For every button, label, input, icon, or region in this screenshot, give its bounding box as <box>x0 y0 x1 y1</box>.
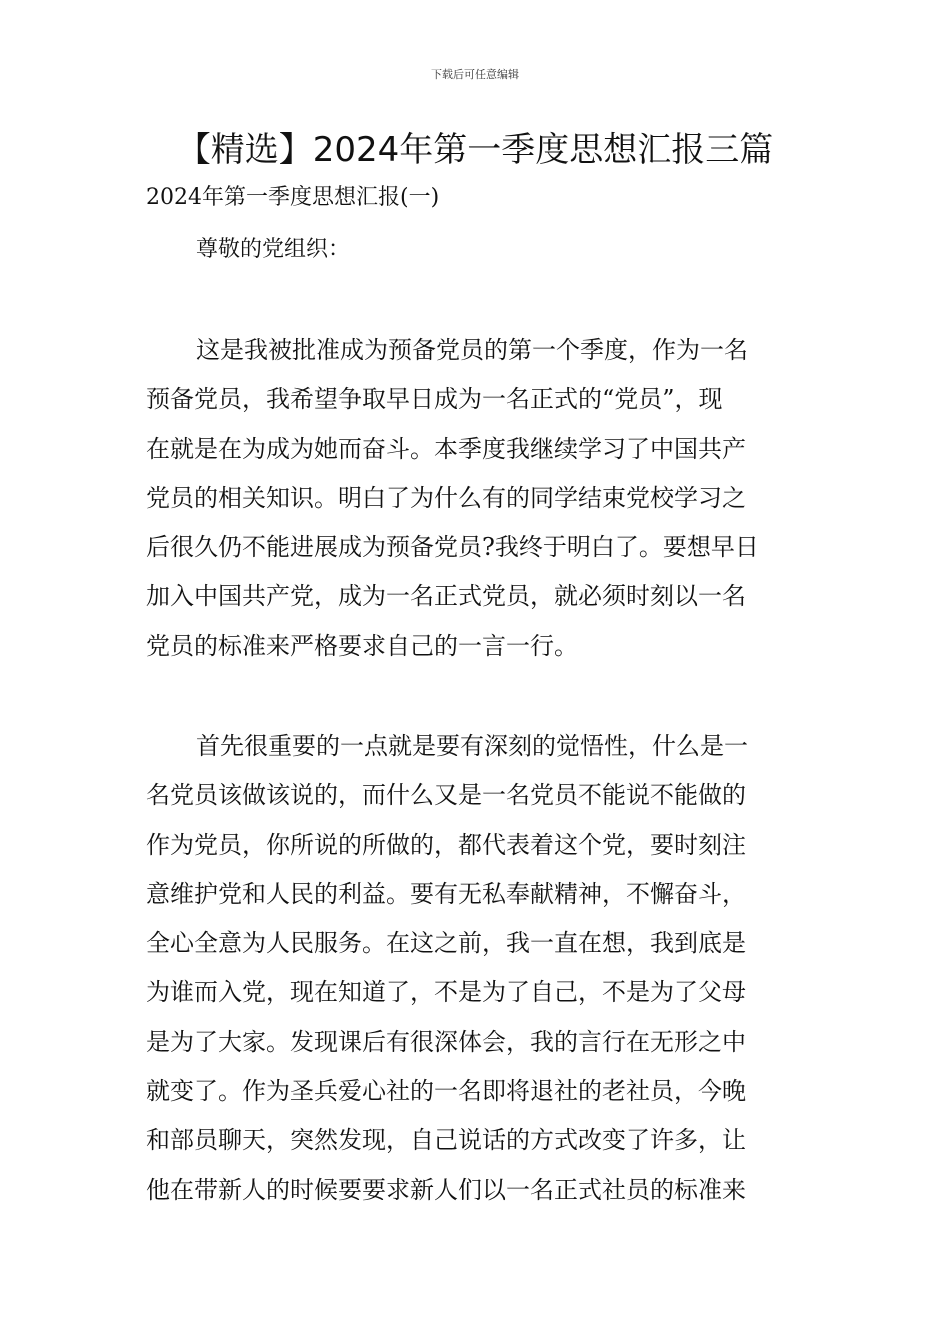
paragraph-line: 在就是在为成为她而奋斗。本季度我继续学习了中国共产 <box>146 434 746 463</box>
greeting: 尊敬的党组织： <box>196 237 351 262</box>
paragraph-line: 党员的相关知识。明白了为什么有的同学结束党校学习之 <box>146 483 746 512</box>
paragraph <box>146 722 810 1215</box>
paragraph-line: 名党员该做该说的，而什么又是一名党员不能说不能做的 <box>146 781 746 810</box>
header-note: 下载后可任意编辑 <box>431 68 519 81</box>
paragraph <box>146 326 810 671</box>
document-title: 【精选】2024年第一季度思想汇报三篇 <box>176 130 774 170</box>
paragraph-line: 他在带新人的时候要要求新人们以一名正式社员的标准来 <box>146 1175 746 1204</box>
paragraph-line: 就变了。作为圣兵爱心社的一名即将退社的老社员，今晚 <box>146 1077 746 1106</box>
paragraph-line: 党员的标准来严格要求自己的一言一行。 <box>146 631 578 660</box>
paragraph-line: 首先很重要的一点就是要有深刻的觉悟性，什么是一 <box>196 732 748 760</box>
paragraph-line: 全心全意为人民服务。在这之前，我一直在想，我到底是 <box>146 929 746 958</box>
paragraph-line: 为谁而入党，现在知道了，不是为了自己，不是为了父母 <box>146 978 746 1007</box>
section-subtitle: 2024年第一季度思想汇报(一) <box>146 185 440 210</box>
paragraph-line: 是为了大家。发现课后有很深体会，我的言行在无形之中 <box>146 1027 746 1056</box>
paragraph-line: 意维护党和人民的利益。要有无私奉献精神，不懈奋斗， <box>146 879 746 908</box>
paragraph-line: 预备党员，我希望争取早日成为一名正式的“党员”，现 <box>146 385 723 414</box>
paragraph-line: 这是我被批准成为预备党员的第一个季度，作为一名 <box>196 336 748 364</box>
paragraph-line: 作为党员，你所说的所做的，都代表着这个党，要时刻注 <box>146 830 746 859</box>
paragraph-line: 加入中国共产党，成为一名正式党员，就必须时刻以一名 <box>146 582 746 611</box>
paragraph-line: 和部员聊天，突然发现，自己说话的方式改变了许多，让 <box>146 1126 746 1155</box>
paragraph-line: 后很久仍不能进展成为预备党员?我终于明白了。要想早日 <box>146 533 759 562</box>
